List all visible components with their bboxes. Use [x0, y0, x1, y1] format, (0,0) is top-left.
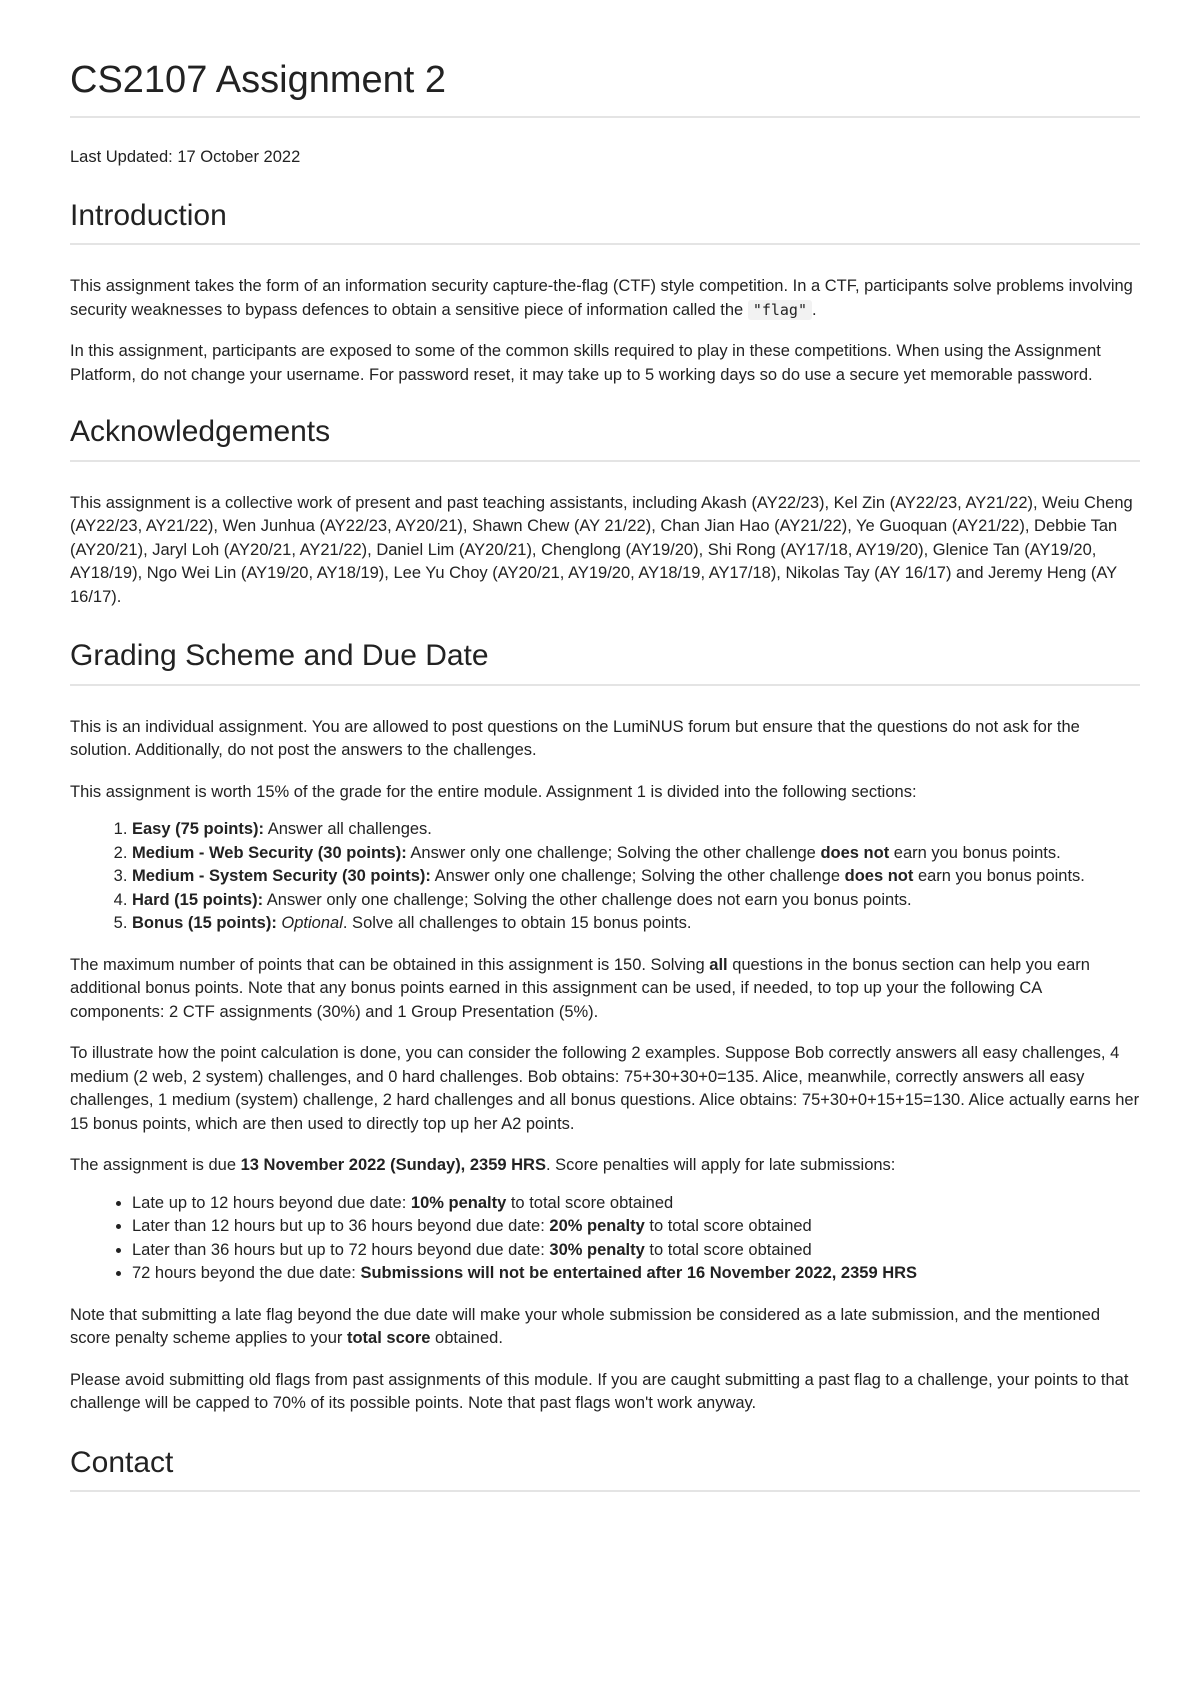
due-date-paragraph: The assignment is due 13 November 2022 (Sunday), 2359 HRS. Score penalties will apply for late submissions:	[70, 1156, 896, 1175]
list-item: 5. Bonus (15 points): Optional. Solve all challenges to obtain 15 bonus points.	[132, 912, 1140, 936]
grading-paragraph-1: This is an individual assignment. You are allowed to post questions on the LumiNUS forum but ensure that the questions do not ask for the solution. Additionally, do not post the answers to the challenges.	[70, 717, 1080, 760]
list-item: 1. Easy (75 points): Answer all challenges.	[132, 818, 1140, 842]
acknowledgements-heading: Acknowledgements	[70, 415, 1140, 462]
list-item: 2. Medium - Web Security (30 points): Answer only one challenge; Solving the other challenge does not earn you bonus points.	[132, 842, 1140, 866]
last-updated: Last Updated: 17 October 2022	[70, 147, 301, 166]
contact-heading: Contact	[70, 1446, 1140, 1493]
list-item: • Late up to 12 hours beyond due date: 10% penalty to total score obtained	[132, 1192, 1140, 1216]
late-flag-paragraph: Note that submitting a late flag beyond the due date will make your whole submission be considered as a late submission, and the mentioned score penalty scheme applies to your total score obtained.	[70, 1305, 1101, 1348]
page-title: CS2107 Assignment 2	[70, 0, 1140, 118]
list-item: • Later than 12 hours but up to 36 hours beyond due date: 20% penalty to total score obtained	[132, 1215, 1140, 1239]
list-item: 4. Hard (15 points): Answer only one challenge; Solving the other challenge does not earn you bonus points.	[132, 889, 1140, 913]
penalty-list	[70, 1192, 1140, 1286]
list-item: • Later than 36 hours but up to 72 hours beyond due date: 30% penalty to total score obtained	[132, 1239, 1140, 1263]
sections-list	[70, 818, 1140, 936]
intro-paragraph-1: This assignment takes the form of an information security capture-the-flag (CTF) style competition. In a CTF, participants solve problems involving security weaknesses to bypass defences to obtain a sensitive piece of information called the "flag" .	[70, 277, 1133, 319]
intro-paragraph-2: In this assignment, participants are exposed to some of the common skills required to play in these competitions. When using the Assignment Platform, do not change your username. For password reset, it may take up to 5 working days so do use a secure yet memorable password.	[70, 342, 1101, 384]
introduction-heading: Introduction	[70, 199, 1140, 246]
old-flags-paragraph: Please avoid submitting old flags from past assignments of this module. If you are caught submitting a past flag to a challenge, your points to that challenge will be capped to 70% of its possible points. Note that past flags won't work anyway.	[70, 1370, 1129, 1413]
example-paragraph: To illustrate how the point calculation is done, you can consider the following 2 examples. Suppose Bob correctly answers all easy challenges, 4 medium (2 web, 2 system) challenges, and 0 hard challenges. Bob obtains: 75+30+30+0=135. Alice, meanwhile, correctly answers all easy challenges, 1 medium (system) challenge, 2 hard challenges and all bonus questions. Alice obtains: 75+30+0+15+15=130. Alice actually earns her 15 bonus points, which are then used to directly top up her A2 points.	[70, 1044, 1140, 1133]
list-item: 3. Medium - System Security (30 points): Answer only one challenge; Solving the other challenge does not earn you bonus points.	[132, 865, 1140, 889]
grading-paragraph-2: This assignment is worth 15% of the grade for the entire module. Assignment 1 is divided into the following sections:	[70, 782, 917, 801]
document-page	[70, 0, 1140, 1492]
max-points-paragraph: The maximum number of points that can be obtained in this assignment is 150. Solving all questions in the bonus section can help you earn additional bonus points. Note that any bonus points earned in this assignment can be used, if needed, to top up your the following CA components: 2 CTF assignments (30%) and 1 Group Presentation (5%).	[70, 955, 1090, 1021]
list-item: • 72 hours beyond the due date: Submissions will not be entertained after 16 November 2022, 2359 HRS	[132, 1262, 1140, 1286]
acknowledgements-paragraph: This assignment is a collective work of present and past teaching assistants, including Akash (AY22/23), Kel Zin (AY22/23, AY21/22), Weiu Cheng (AY22/23, AY21/22), Wen Junhua (AY22/23, AY20/21), Shawn Chew (AY 21/22), Chan Jian Hao (AY21/22), Ye Guoquan (AY21/22), Debbie Tan (AY20/21), Jaryl Loh (AY20/21, AY21/22), Daniel Lim (AY20/21), Chenglong (AY19/20), Shi Rong (AY17/18, AY19/20), Glenice Tan (AY19/20, AY18/19), Ngo Wei Lin (AY19/20, AY18/19), Lee Yu Choy (AY20/21, AY19/20, AY18/19, AY17/18), Nikolas Tay (AY 16/17) and Jeremy Heng (AY 16/17).	[70, 493, 1133, 606]
flag-code: "flag"	[748, 300, 812, 320]
grading-heading: Grading Scheme and Due Date	[70, 639, 1140, 686]
